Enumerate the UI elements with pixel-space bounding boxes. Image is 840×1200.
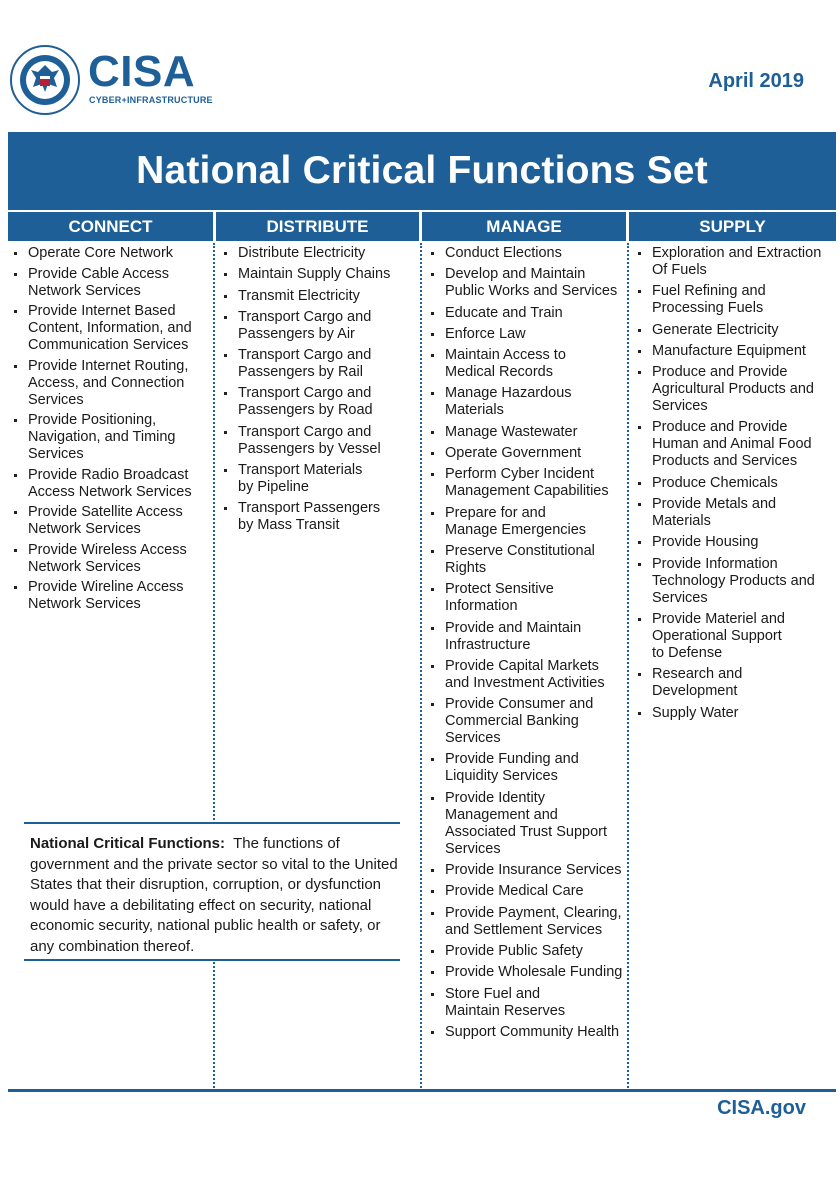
list-item: Research and Development <box>636 666 834 700</box>
page-title: National Critical Functions Set <box>136 149 708 192</box>
list-item: Produce and Provide Human and Animal Food Products and Services <box>636 419 834 470</box>
publication-date: April 2019 <box>708 70 804 92</box>
list-item: Provide Identity Management and Associated Trust Support Services <box>429 790 625 858</box>
column-header-manage: MANAGE <box>422 212 626 241</box>
definition-text <box>30 834 398 957</box>
list-item: Provide Internet Based Content, Information, and Communication Services <box>12 303 210 354</box>
list-item: Provide Consumer and Commercial Banking Services <box>429 696 625 747</box>
list-item: Provide Wireline Access Network Services <box>12 579 210 613</box>
list-item: Transport Passengers by Mass Transit <box>222 500 417 534</box>
list-item: Provide Housing <box>636 534 834 551</box>
list-item: Manage Wastewater <box>429 424 625 441</box>
list-item: Provide Medical Care <box>429 883 625 900</box>
list-item: Provide Internet Routing, Access, and Connection Services <box>12 358 210 409</box>
list-item: Preserve Constitutional Rights <box>429 543 625 577</box>
definition-body: The functions of government and the private sector so vital to the United States that their disruption, corruption, or dysfunction would have a debilitating effect on security, national economic security, national public health or safety, or any combination thereof. <box>30 835 398 955</box>
list-item: Protect Sensitive Information <box>429 581 625 615</box>
list-item: Manufacture Equipment <box>636 343 834 360</box>
list-item: Provide Funding and Liquidity Services <box>429 751 625 785</box>
column-manage <box>429 245 625 1045</box>
list-item: Transmit Electricity <box>222 288 417 305</box>
footer-url: CISA.gov <box>717 1097 806 1119</box>
list-item: Fuel Refining and Processing Fuels <box>636 283 834 317</box>
list-item: Distribute Electricity <box>222 245 417 262</box>
column-header-distribute: DISTRIBUTE <box>216 212 419 241</box>
column-header-connect: CONNECT <box>8 212 213 241</box>
column-distribute <box>222 245 417 539</box>
list-item: Transport Cargo and Passengers by Vessel <box>222 424 417 458</box>
list-item: Provide Cable Access Network Services <box>12 266 210 300</box>
list-item: Prepare for and Manage Emergencies <box>429 505 625 539</box>
page-header <box>0 0 840 130</box>
column-connect <box>12 245 210 617</box>
list-item: Operate Core Network <box>12 245 210 262</box>
list-item: Support Community Health <box>429 1024 625 1041</box>
list-item: Operate Government <box>429 445 625 462</box>
list-item: Supply Water <box>636 705 834 722</box>
list-item: Maintain Supply Chains <box>222 266 417 283</box>
column-supply <box>636 245 834 726</box>
list-item: Provide Materiel and Operational Support to Defense <box>636 611 834 662</box>
list-item: Provide Capital Markets and Investment Activities <box>429 658 625 692</box>
list-item: Provide Positioning, Navigation, and Timing Services <box>12 412 210 463</box>
list-item: Manage Hazardous Materials <box>429 385 625 419</box>
list-item: Develop and Maintain Public Works and Services <box>429 266 625 300</box>
list-item: Provide Insurance Services <box>429 862 625 879</box>
list-item: Conduct Elections <box>429 245 625 262</box>
list-item: Generate Electricity <box>636 322 834 339</box>
list-item: Provide Satellite Access Network Services <box>12 504 210 538</box>
list-item: Provide Information Technology Products and Services <box>636 556 834 607</box>
definition-term: National Critical Functions: <box>30 835 226 852</box>
list-item: Transport Cargo and Passengers by Air <box>222 309 417 343</box>
column-divider <box>213 243 215 1091</box>
list-item: Transport Cargo and Passengers by Road <box>222 385 417 419</box>
list-item: Provide Metals and Materials <box>636 496 834 530</box>
list-item: Produce and Provide Agricultural Products and Services <box>636 364 834 415</box>
dhs-seal-icon <box>10 45 80 115</box>
list-item: Transport Materials by Pipeline <box>222 462 417 496</box>
list-item: Provide Public Safety <box>429 943 625 960</box>
brand-subtitle: CYBER+INFRASTRUCTURE <box>89 95 213 105</box>
list-item: Provide Radio Broadcast Access Network Services <box>12 467 210 501</box>
list-item: Exploration and Extraction Of Fuels <box>636 245 834 279</box>
list-item: Provide and Maintain Infrastructure <box>429 620 625 654</box>
column-header-supply: SUPPLY <box>629 212 836 241</box>
list-item: Transport Cargo and Passengers by Rail <box>222 347 417 381</box>
brand-name: CISA <box>88 47 196 96</box>
list-item: Perform Cyber Incident Management Capabilities <box>429 466 625 500</box>
bottom-rule <box>8 1089 836 1092</box>
list-item: Educate and Train <box>429 305 625 322</box>
list-item: Maintain Access to Medical Records <box>429 347 625 381</box>
list-item: Produce Chemicals <box>636 475 834 492</box>
definition-box <box>24 822 400 961</box>
list-item: Enforce Law <box>429 326 625 343</box>
title-banner <box>8 132 836 210</box>
list-item: Provide Wholesale Funding <box>429 964 625 981</box>
column-divider <box>420 243 422 1091</box>
column-divider <box>627 243 629 1091</box>
list-item: Store Fuel and Maintain Reserves <box>429 986 625 1020</box>
list-item: Provide Payment, Clearing, and Settlement Services <box>429 905 625 939</box>
list-item: Provide Wireless Access Network Services <box>12 542 210 576</box>
